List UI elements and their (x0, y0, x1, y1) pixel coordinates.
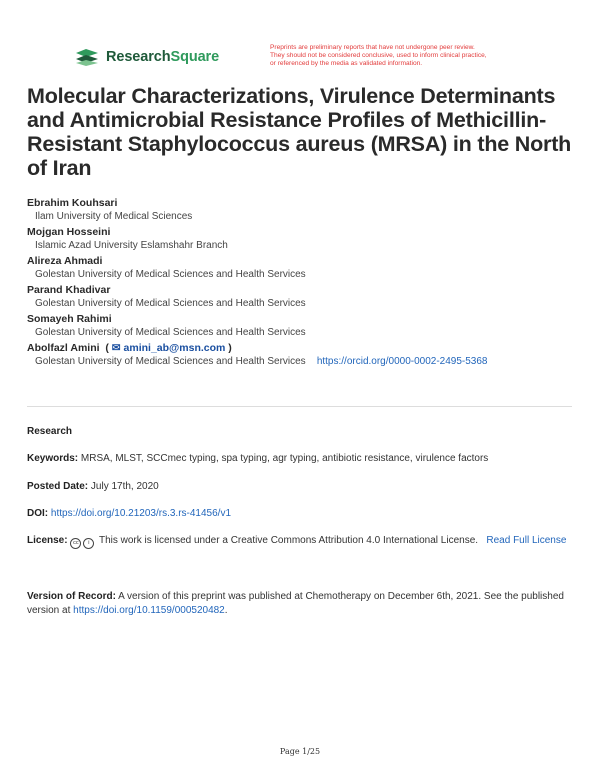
paper-title: Molecular Characterizations, Virulence Determinants and Antimicrobial Resistance Profiles of Methicillin-Resistant Staphylococcus aureus (MRSA) in the North of Iran (27, 84, 572, 180)
disclaimer-line: They should not be considered conclusive, used to inform clinical practice, (270, 52, 487, 59)
author-list (27, 197, 577, 371)
disclaimer-line: Preprints are preliminary reports that have not undergone peer review. (270, 44, 475, 51)
page-number: Page 1/25 (279, 747, 321, 756)
doi-link[interactable]: https://doi.org/10.21203/rs.3.rs-41456/v1 (50, 508, 232, 519)
author-item (27, 313, 577, 339)
author-name: Mojgan Hosseini (27, 226, 111, 238)
cc-icon: cc (70, 538, 81, 549)
research-square-logo-icon (74, 47, 100, 67)
author-item (27, 284, 577, 310)
author-name: Ebrahim Kouhsari (27, 197, 118, 209)
doi-label: DOI: (27, 508, 49, 519)
preprint-disclaimer (270, 44, 540, 68)
author-item (27, 226, 577, 252)
email-icon: ✉ (111, 342, 121, 354)
author-affiliation: Islamic Azad University Eslamshahr Branch (35, 240, 228, 251)
author-affiliation: Golestan University of Medical Sciences and Health Services (35, 356, 306, 367)
posted-date (27, 480, 572, 494)
version-of-record: Version of Record: A version of this preprint was published at Chemotherapy on December 6th, 2021. See the published version at https://doi.org/10.1159/000520482. (27, 591, 564, 616)
article-type: Research (27, 426, 73, 437)
author-affiliation: Golestan University of Medical Sciences and Health Services (35, 269, 306, 280)
author-item (27, 197, 577, 223)
author-name: Abolfazl Amini (27, 342, 100, 354)
author-affiliation: Ilam University of Medical Sciences (35, 211, 193, 222)
orcid-link[interactable]: https://orcid.org/0000-0002-2495-5368 (316, 356, 488, 367)
disclaimer-line: or referenced by the media as validated information. (270, 60, 423, 67)
vor-label: Version of Record: (27, 591, 116, 602)
license (27, 534, 572, 549)
keywords-label: Keywords: (27, 453, 79, 464)
keywords-value: MRSA, MLST, SCCmec typing, spa typing, agr typing, antibiotic resistance, virulence factors (80, 453, 489, 464)
license-label: License: (27, 535, 68, 546)
vor-text: A version of this preprint was published at Chemotherapy on December 6th, 2021. See the published version at (27, 591, 564, 616)
author-item (27, 255, 577, 281)
logo-text: ResearchSquare (106, 49, 220, 65)
divider (27, 406, 572, 407)
author-email-link[interactable]: amini_ab@msn.com (123, 342, 226, 354)
author-name: Parand Khadivar (27, 284, 111, 296)
corresponding-author: Abolfazl Amini ( ✉ amini_ab@msn.com ) Golestan University of Medical Sciences and Health Services https://orcid.org/0000-0002-2495-5368 (27, 342, 488, 367)
author-affiliation: Golestan University of Medical Sciences and Health Services (35, 327, 306, 338)
license-text: This work is licensed under a Creative Commons Attribution 4.0 International License. (98, 535, 479, 546)
author-name: Alireza Ahmadi (27, 255, 103, 267)
research-square-logo[interactable] (74, 47, 219, 67)
header (74, 44, 560, 76)
author-affiliation: Golestan University of Medical Sciences and Health Services (35, 298, 306, 309)
keywords (27, 452, 572, 466)
read-full-license-link[interactable]: Read Full License (486, 535, 567, 546)
author-name: Somayeh Rahimi (27, 313, 112, 325)
cc-by-icon: i (83, 538, 94, 549)
vor-link[interactable]: https://doi.org/10.1159/000520482 (73, 605, 225, 616)
posted-date-label: Posted Date: (27, 481, 89, 492)
posted-date-value: July 17th, 2020 (90, 481, 159, 492)
doi (27, 507, 572, 521)
